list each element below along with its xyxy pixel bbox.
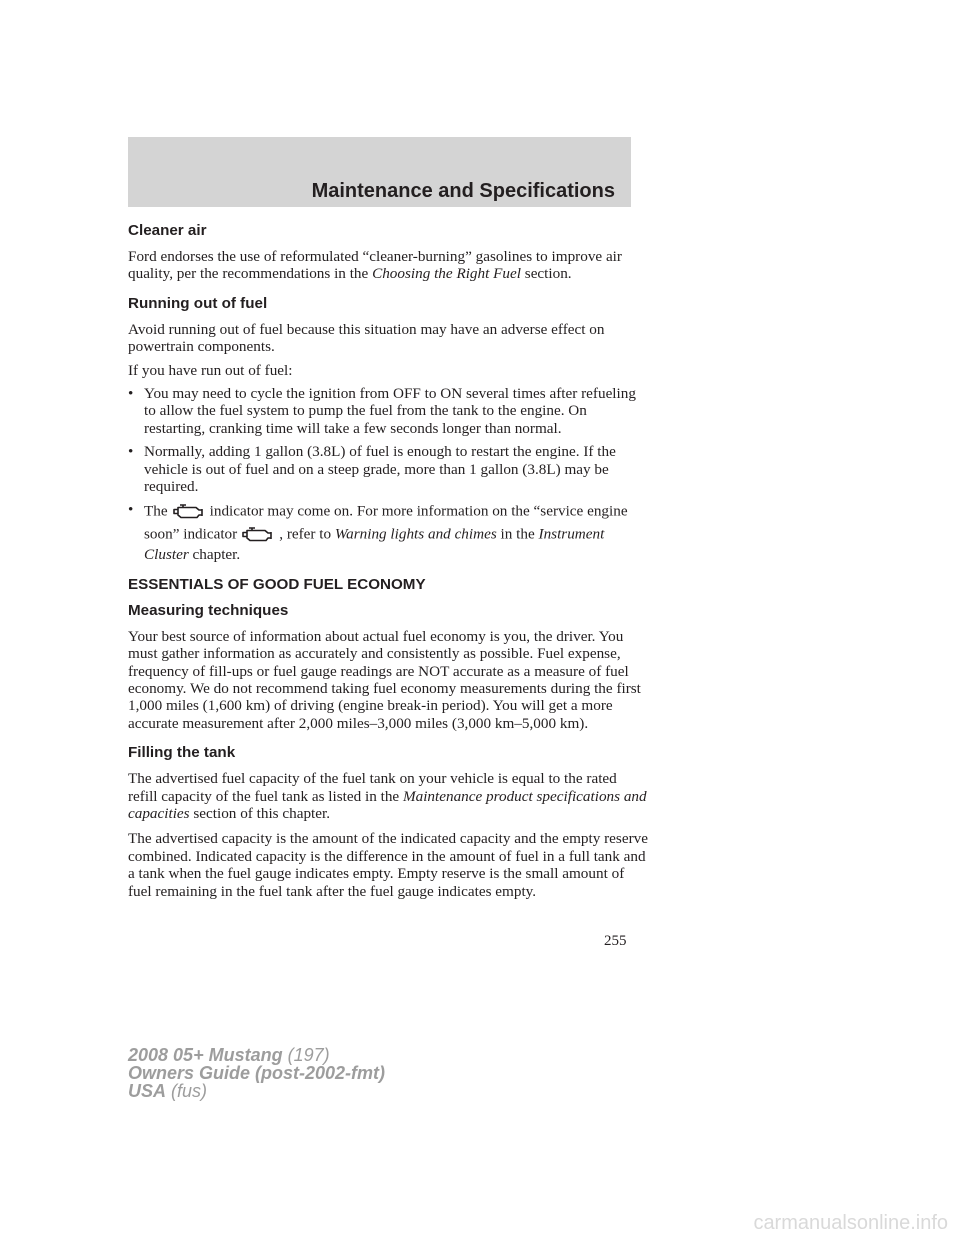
list-item: • The indicator may come on. For more information on the “service engine soon” indicator , refer to Warning lights and chimes in the Instrument Cluster chapter. (128, 501, 628, 564)
paragraph-if-run-out: If you have run out of fuel: (128, 361, 293, 379)
footer-line-2: Owners Guide (post-2002-fmt) (128, 1063, 386, 1083)
bullet-list-run-out (128, 385, 648, 564)
heading-cleaner-air: Cleaner air (128, 222, 207, 239)
link-instrument-cluster: Instrument Cluster (144, 525, 605, 564)
heading-measuring-techniques: Measuring techniques (128, 601, 289, 619)
paragraph-filling-1: The advertised fuel capacity of the fuel tank on your vehicle is equal to the rated refill capacity of the fuel tank as listed in the Maintenance product specifications and capacities section of this chapter. (128, 770, 647, 822)
bullet-dot: • (128, 501, 134, 519)
section-header-band (128, 137, 631, 207)
heading-essentials: ESSENTIALS OF GOOD FUEL ECONOMY (128, 575, 426, 593)
page-content (128, 222, 648, 908)
bullet-dot: • (128, 443, 134, 461)
footer-line-3: USA (fus) (128, 1081, 208, 1101)
paragraph-avoid-running-out: Avoid running out of fuel because this situation may have an adverse effect on powertrain components. (128, 320, 605, 356)
paragraph-cleaner-air: Ford endorses the use of reformulated “cleaner-burning” gasolines to improve air quality, per the recommendations in the Choosing the Right Fuel section. (128, 248, 622, 283)
link-maintenance-specs: Maintenance product specifications and capacities (128, 787, 647, 822)
paragraph-measuring: Your best source of information about actual fuel economy is you, the driver. You must gather information as accurately and consistently as possible. Fuel expense, frequency of fill-ups or fuel gauge readings are NOT accurate as a measure of fuel economy. We do not recommend taking fuel economy measurements during the first 1,000 miles (1,600 km) of driving (engine break-in period). You will get a more accurate measurement after 2,000 miles–3,000 miles (3,000 km–5,000 km). (128, 627, 641, 732)
list-item: • You may need to cycle the ignition from OFF to ON several times after refueling to allow the fuel system to pump the fuel from the tank to the engine. On restarting, cranking time will take a few seconds longer than normal. (128, 385, 636, 437)
heading-filling-the-tank: Filling the tank (128, 744, 236, 762)
engine-icon (241, 524, 275, 546)
watermark: carmanualsonline.info (753, 1212, 948, 1234)
section-header-title: Maintenance and Specifications (311, 180, 615, 202)
page-number: 255 (604, 933, 627, 949)
footer-doc-info (128, 1046, 385, 1100)
heading-running-out-of-fuel: Running out of fuel (128, 294, 268, 312)
list-item: • Normally, adding 1 gallon (3.8L) of fuel is enough to restart the engine. If the vehicle is out of fuel and on a steep grade, more than 1 gallon (3.8L) may be required. (128, 443, 616, 496)
engine-icon (172, 501, 206, 523)
footer-line-1: 2008 05+ Mustang (197) (128, 1045, 330, 1065)
paragraph-filling-2: The advertised capacity is the amount of the indicated capacity and the empty reserve combined. Indicated capacity is the difference in the amount of fuel in a full tank and a tank when the fuel gauge indicates empty. Empty reserve is the small amount of fuel remaining in the fuel tank after the fuel gauge indicates empty. (128, 830, 648, 900)
bullet-dot: • (128, 385, 134, 403)
link-choosing-right-fuel: Choosing the Right Fuel (372, 265, 521, 283)
link-warning-lights: Warning lights and chimes (334, 525, 497, 543)
